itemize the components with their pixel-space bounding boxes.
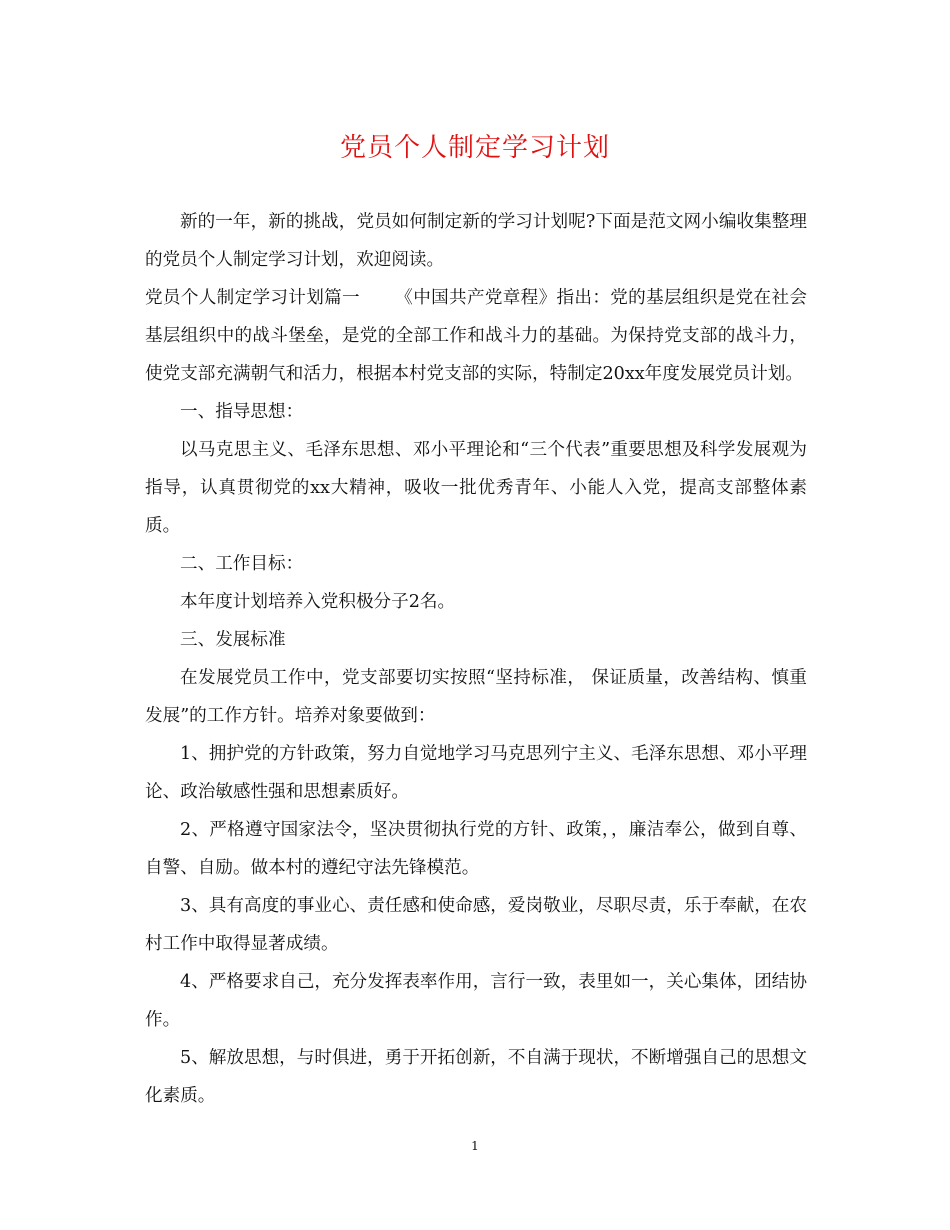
- list-item-3: 3、具有高度的事业心、责任感和使命感，爱岗敬业，尽职尽责，乐于奉献，在农村工作中取得显著成绩。: [145, 896, 807, 954]
- document-title: 党员个人制定学习计划: [339, 133, 610, 163]
- paragraph-charter: 《中国共产党章程》指出：党的基层组织是党在社会基层组织中的战斗堡垒，是党的全部工作和战斗力的基础。为保持党支部的战斗力，使党支部充满朝气和活力，根据本村党支部的实际，特制定20xx年度发展党员计划。: [145, 288, 807, 384]
- list-item-5: 5、解放思想，与时俱进，勇于开拓创新，不自满于现状，不断增强自己的思想文化素质。: [145, 1048, 807, 1106]
- heading-development-standard: 三、发展标准: [180, 630, 286, 650]
- paragraph-guiding-ideology: 以马克思主义、毛泽东思想、邓小平理论和“三个代表”重要思想及科学发展观为指导，认真贯彻党的xx大精神，吸收一批优秀青年、小能人入党，提高支部整体素质。: [145, 440, 807, 536]
- section-heading: 党员个人制定学习计划篇一: [145, 288, 360, 308]
- list-item-4: 4、严格要求自己，充分发挥表率作用，言行一致，表里如一，关心集体，团结协作。: [145, 972, 807, 1030]
- paragraph-work-goal: 本年度计划培养入党积极分子2名。: [180, 592, 456, 612]
- heading-work-goal: 二、工作目标：: [180, 554, 304, 574]
- heading-guiding-ideology: 一、指导思想：: [180, 402, 304, 422]
- list-item-2: 2、严格遵守国家法令，坚决贯彻执行党的方针、政策，，廉洁奉公，做到自尊、自警、自励。做本村的遵纪守法先锋模范。: [145, 820, 807, 878]
- paragraph-section-one: [145, 279, 807, 393]
- list-item-1: 1、拥护党的方针政策，努力自觉地学习马克思列宁主义、毛泽东思想、邓小平理论、政治敏感性强和思想素质好。: [145, 744, 807, 802]
- paragraph-intro: 新的一年，新的挑战，党员如何制定新的学习计划呢?下面是范文网小编收集整理的党员个人制定学习计划，欢迎阅读。: [145, 212, 807, 270]
- page-number: 1: [471, 1139, 479, 1153]
- document-body: [145, 203, 807, 1115]
- paragraph-development-standard: 在发展党员工作中，党支部要切实按照“坚持标准， 保证质量，改善结构、慎重发展”的工作方针。培养对象要做到：: [145, 668, 807, 726]
